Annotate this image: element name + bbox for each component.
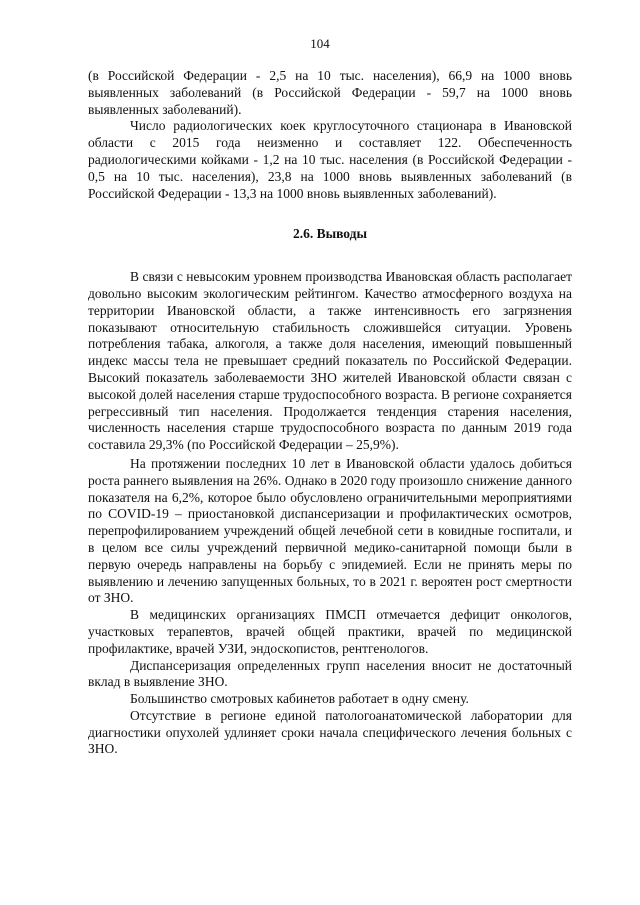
conclusion-paragraph-5: Большинство смотровых кабинетов работает в одну смену. (130, 691, 469, 707)
conclusion-paragraph-4: Диспансеризация определенных групп населения вносит не достаточный вклад в выявление ЗНО. (88, 657, 572, 690)
conclusion-paragraph-3: В медицинских организациях ПМСП отмечается дефицит онкологов, участковых терапевтов, врачей общей практики, врачей по медицинской профилактике, врачей УЗИ, эндоскопистов, рентгенологов. (88, 607, 572, 656)
section-heading: 2.6. Выводы (292, 226, 368, 242)
intro-paragraph-1: (в Российской Федерации - 2,5 на 10 тыс. населения), 66,9 на 1000 вновь выявленных заболеваний (в Российской Федерации - 59,7 на 1000 вновь выявленных заболеваний). (88, 68, 572, 117)
conclusion-paragraph-6: Отсутствие в регионе единой патологоанатомической лаборатории для диагностики опухолей удлиняет сроки начала специфического лечения больных с ЗНО. (88, 707, 572, 757)
conclusion-paragraph-1: В связи с невысоким уровнем производства Ивановская область располагает довольно высоким экологическим рейтингом. Качество атмосферного воздуха на территории Ивановской области, а также интенсивность его загрязнения показывают относительную стабильность сложившейся ситуации. Уровень потребления табака, алкоголя, а также доля населения, имеющий повышенный индекс массы тела не превышает средний показатель по Российской Федерации. Высокий показатель заболеваемости ЗНО жителей Ивановской области связан с высокой долей населения старше трудоспособного возраста. В регионе сохраняется регрессивный тип населения. Продолжается тенденция старения населения, численность населения старше трудоспособного возраста по данным 2019 года составила 29,3% (по Российской Федерации – 25,9%). (88, 269, 572, 453)
document-body (88, 68, 572, 758)
page-number: 104 (310, 36, 330, 51)
intro-paragraph-2: Число радиологических коек круглосуточного стационара в Ивановской области с 2015 года неизменно и составляет 122. Обеспеченность радиологическими койками - 1,2 на 10 тыс. населения (в Российской Федерации - 0,5 на 10 тыс. населения), 23,8 на 1000 вновь выявленных заболеваний (в Российской Федерации - 13,3 на 1000 вновь выявленных заболеваний). (88, 118, 572, 201)
conclusion-paragraph-2: На протяжении последних 10 лет в Ивановской области удалось добиться роста раннего выявления на 26%. Однако в 2020 году произошло снижение данного показателя на 6,2%, которое было обусловлено ограничительными мероприятиями по COVID-19 – приостановкой диспансеризации и профилактических осмотров, перепрофилированием учреждений общей лечебной сети в ковидные госпитали, и в целом все силы учреждений первичной медико-санитарной помощи были в первую очередь направлены на борьбу с эпидемией. Если не принять меры по выявлению и лечению запущенных больных, то в 2021 г. вероятен рост смертности от ЗНО. (88, 455, 572, 606)
